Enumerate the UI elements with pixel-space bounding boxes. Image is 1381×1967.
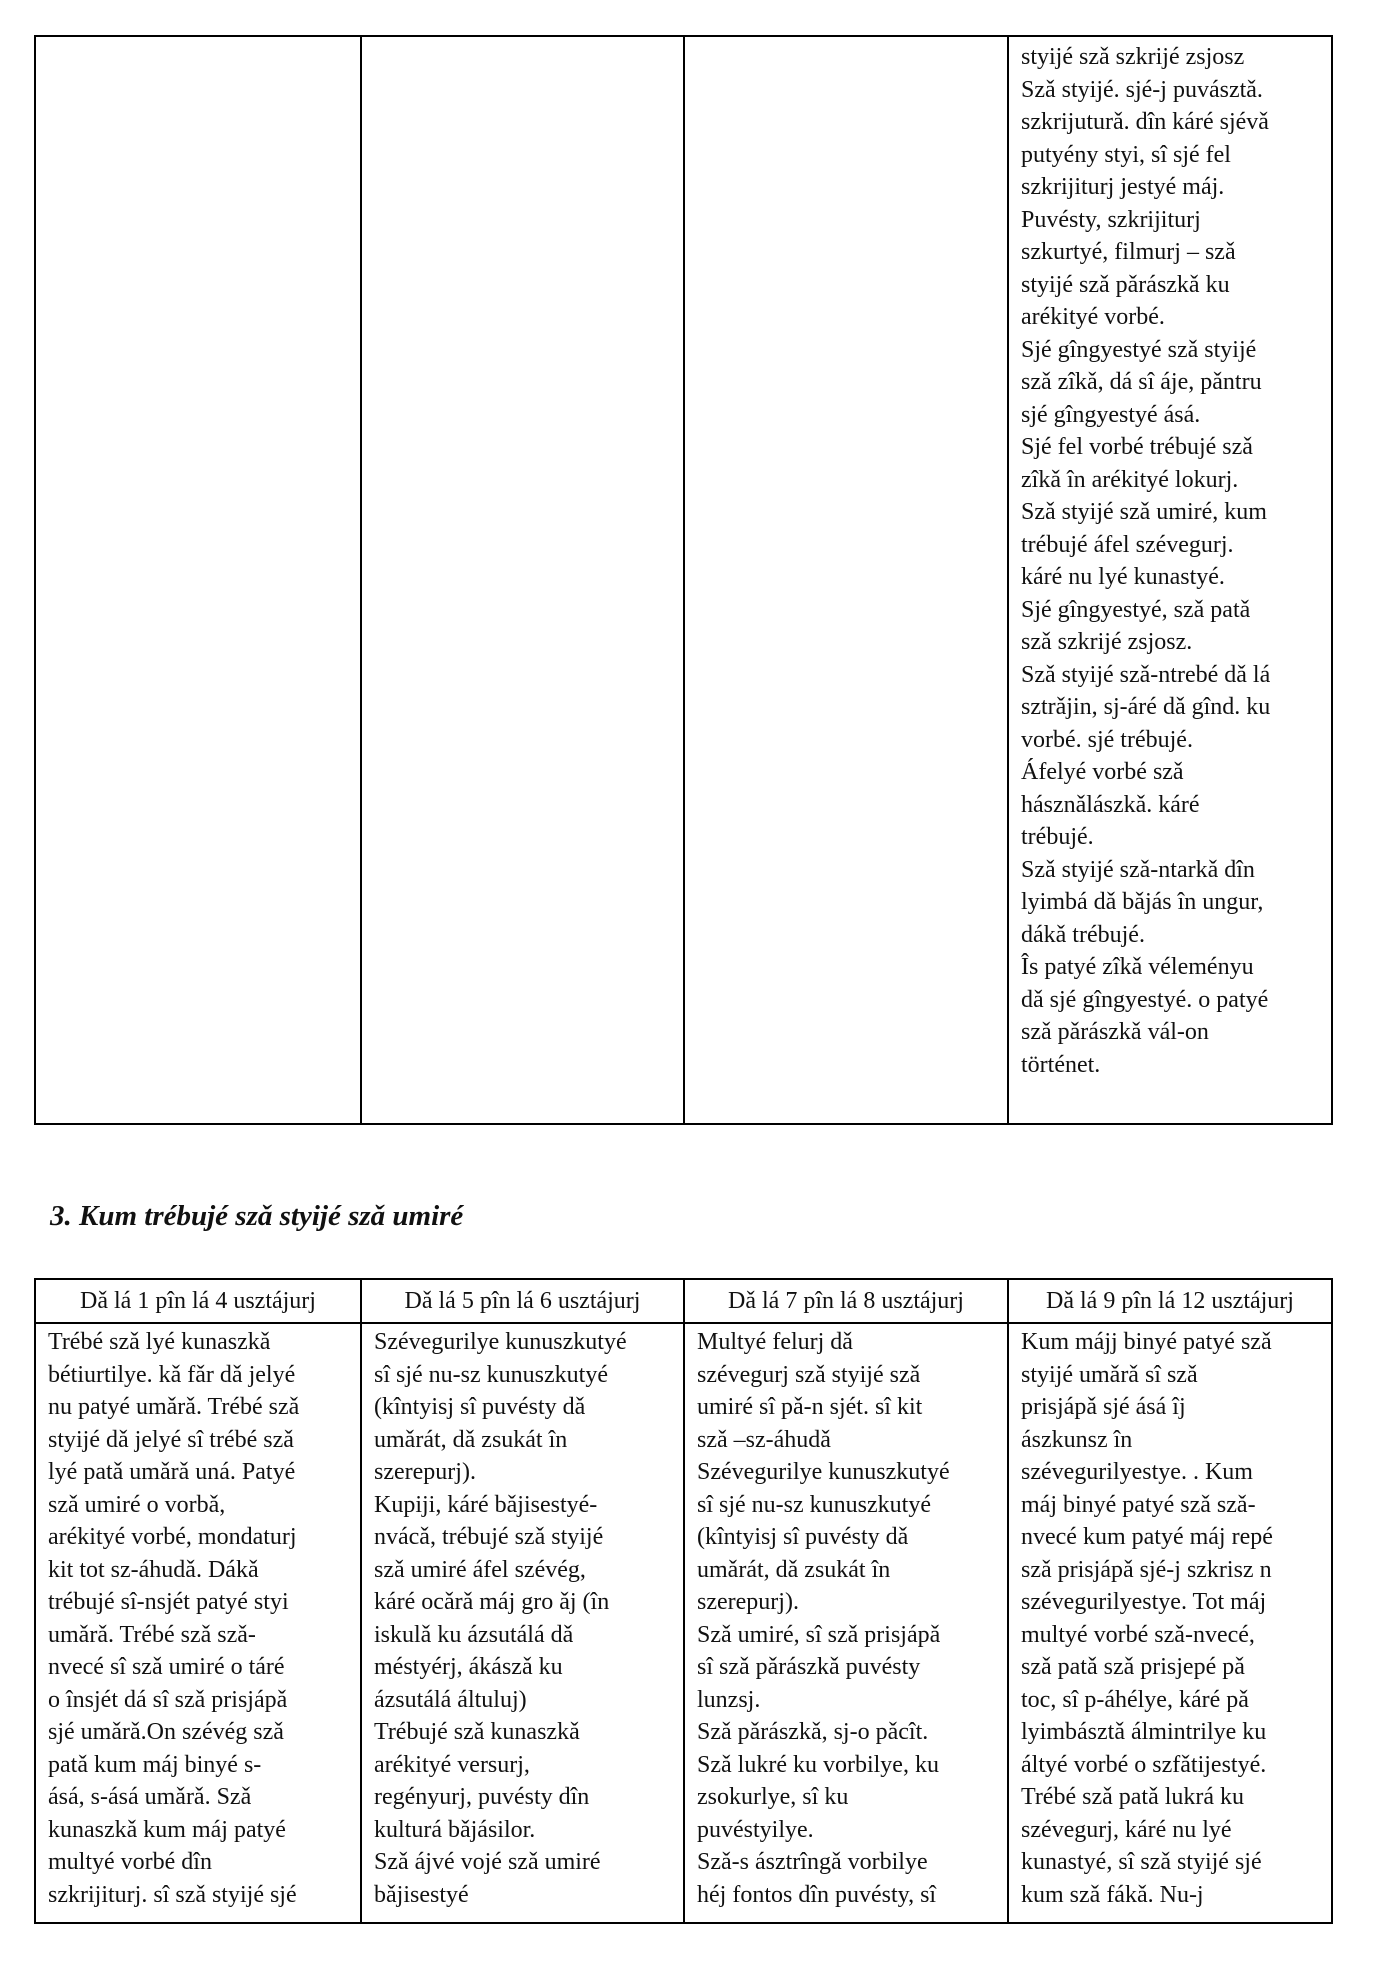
- text-line: nu patyé umǎrǎ. Trébé szǎ: [48, 1394, 300, 1420]
- text-line: Szǎ styijé szǎ-ntrebé dǎ lá: [1021, 661, 1271, 688]
- text-line: ázsutálá áltuluj): [374, 1686, 527, 1713]
- text-line: vorbé. sjé trébujé.: [1021, 726, 1193, 753]
- text-line: kum szǎ fákǎ. Nu-j: [1021, 1881, 1204, 1908]
- text-line: puvéstyilye.: [697, 1816, 814, 1843]
- text-line: Szǎ lukré ku vorbilye, ku: [697, 1751, 939, 1778]
- text-line: sî sjé nu-sz kunuszkutyé: [374, 1361, 608, 1388]
- text-line: szévegurilyestye. Tot máj: [1021, 1589, 1267, 1615]
- text-line: putyény styi, sî sjé fel: [1021, 141, 1231, 168]
- text-line: áltyé vorbé o szfǎtijestyé.: [1021, 1751, 1267, 1778]
- section-heading: 3. Kum trébujé szǎ styijé szǎ umiré: [50, 1200, 464, 1232]
- column-header: Dǎ lá 9 pîn lá 12 usztájurj: [1008, 1279, 1332, 1323]
- text-line: styijé szǎ szkrijé zsjosz: [1021, 44, 1245, 70]
- text-line: szǎ zîkǎ, dá sî áje, pǎntru: [1021, 369, 1262, 395]
- cell-text: [48, 1326, 352, 1911]
- column-header: Dǎ lá 1 pîn lá 4 usztájurj: [35, 1279, 361, 1323]
- text-line: héj fontos dîn puvésty, sî: [697, 1881, 937, 1908]
- text-line: sjé umǎrǎ.On szévég szǎ: [48, 1719, 284, 1745]
- text-line: sjé gîngyestyé ásá.: [1021, 401, 1201, 428]
- text-line: szévegurj szǎ styijé szǎ: [697, 1361, 921, 1388]
- text-line: umiré sî pǎ-n sjét. sî kit: [697, 1394, 923, 1420]
- text-line: styijé szǎ pǎrászkǎ ku: [1021, 271, 1230, 298]
- text-line: ászkunsz în: [1021, 1426, 1133, 1453]
- text-line: arékityé vorbé, mondaturj: [48, 1524, 297, 1550]
- text-line: szévegurilyestye. . Kum: [1021, 1459, 1253, 1485]
- text-line: Szǎ styijé szǎ-ntarkǎ dîn: [1021, 856, 1255, 883]
- text-line: zsokurlye, sî ku: [697, 1784, 849, 1810]
- text-line: bétiurtilye. kǎ fǎr dǎ jelyé: [48, 1361, 296, 1388]
- text-line: máj binyé patyé szǎ szǎ-: [1021, 1491, 1256, 1518]
- text-line: szerepurj).: [374, 1459, 476, 1485]
- text-line: szkurtyé, filmurj – szǎ: [1021, 239, 1236, 265]
- text-line: szǎ umiré o vorbǎ,: [48, 1491, 226, 1518]
- text-line: styijé umǎrǎ sî szǎ: [1021, 1361, 1198, 1388]
- text-line: nvecé kum patyé máj repé: [1021, 1524, 1273, 1550]
- text-line: zîkǎ în arékityé lokurj.: [1021, 466, 1239, 493]
- text-line: kulturá bǎjásilor.: [374, 1816, 536, 1843]
- body-cell-1: [35, 1323, 361, 1923]
- text-line: toc, sî p-áhélye, káré pǎ: [1021, 1686, 1249, 1713]
- text-line: ásá, s-ásá umǎrǎ. Szǎ: [48, 1784, 252, 1810]
- text-line: szǎ patǎ szǎ prisjepé pǎ: [1021, 1654, 1245, 1680]
- text-line: Trébujé szǎ kunaszkǎ: [374, 1719, 580, 1745]
- text-line: káré nu lyé kunastyé.: [1021, 564, 1225, 590]
- text-line: arékityé vorbé.: [1021, 304, 1165, 330]
- text-line: sztrǎjin, sj-áré dǎ gînd. ku: [1021, 694, 1271, 720]
- text-line: Szǎ styijé szǎ umiré, kum: [1021, 499, 1267, 525]
- text-line: Szǎ styijé. sjé-j puvásztǎ.: [1021, 76, 1263, 103]
- text-line: nvecé sî szǎ umiré o táré: [48, 1654, 285, 1680]
- table-row: [35, 36, 1332, 1124]
- text-line: sî szǎ pǎrászkǎ puvésty: [697, 1654, 921, 1680]
- text-line: Îs patyé zîkǎ véleményu: [1021, 954, 1254, 980]
- text-line: Multyé felurj dǎ: [697, 1329, 853, 1355]
- body-cell-2: [361, 1323, 684, 1923]
- column-header: Dǎ lá 5 pîn lá 6 usztájurj: [361, 1279, 684, 1323]
- text-line: szǎ umiré áfel szévég,: [374, 1556, 586, 1583]
- text-line: (kîntyisj sî puvésty dǎ: [697, 1524, 909, 1550]
- text-line: Kum májj binyé patyé szǎ: [1021, 1329, 1272, 1355]
- top-cell-4: [1008, 36, 1332, 1124]
- text-line: umǎrát, dǎ zsukát în: [697, 1556, 891, 1583]
- body-cell-4: [1008, 1323, 1332, 1923]
- age-group-table: [34, 1278, 1333, 1924]
- text-line: történet.: [1021, 1051, 1101, 1078]
- text-line: hásznǎlászkǎ. káré: [1021, 791, 1200, 818]
- text-line: Szévegurilye kunuszkutyé: [374, 1329, 627, 1355]
- text-line: káré ocǎrǎ máj gro ǎj (în: [374, 1589, 610, 1615]
- top-cell-2: [361, 36, 684, 1124]
- text-line: styijé dǎ jelyé sî trébé szǎ: [48, 1426, 294, 1453]
- text-line: szǎ prisjápǎ sjé-j szkrisz n: [1021, 1556, 1272, 1583]
- text-line: dákǎ trébujé.: [1021, 921, 1145, 948]
- cell-text: [697, 1326, 999, 1911]
- text-line: Trébé szǎ lyé kunaszkǎ: [48, 1329, 271, 1355]
- top-cell-1: [35, 36, 361, 1124]
- top-cell-3: [684, 36, 1008, 1124]
- body-cell-3: [684, 1323, 1008, 1923]
- text-line: Szǎ pǎrászkǎ, sj-o pǎcît.: [697, 1719, 929, 1745]
- text-line: Szévegurilye kunuszkutyé: [697, 1459, 950, 1485]
- header-row: [35, 1279, 1332, 1323]
- text-line: Áfelyé vorbé szǎ: [1021, 759, 1184, 785]
- text-line: Puvésty, szkrijiturj: [1021, 206, 1201, 233]
- text-line: szǎ szkrijé zsjosz.: [1021, 629, 1193, 655]
- text-line: umǎrát, dǎ zsukát în: [374, 1426, 568, 1453]
- text-line: szévegurj, káré nu lyé: [1021, 1816, 1232, 1843]
- cell-text: [1021, 1326, 1323, 1911]
- text-line: Sjé gîngyestyé szǎ styijé: [1021, 336, 1257, 363]
- text-line: arékityé versurj,: [374, 1751, 530, 1778]
- text-line: Trébé szǎ patǎ lukrá ku: [1021, 1784, 1245, 1810]
- text-line: regényurj, puvésty dîn: [374, 1784, 590, 1810]
- text-line: bǎjisestyé: [374, 1881, 469, 1908]
- text-line: kunastyé, sî szǎ styijé sjé: [1021, 1849, 1262, 1875]
- text-line: o însjét dá sî szǎ prisjápǎ: [48, 1686, 288, 1713]
- text-line: lunzsj.: [697, 1686, 761, 1713]
- text-line: lyé patǎ umǎrǎ uná. Patyé: [48, 1459, 296, 1485]
- text-line: szǎ pǎrászkǎ vál-on: [1021, 1019, 1209, 1045]
- text-line: multyé vorbé dîn: [48, 1849, 212, 1875]
- text-line: szkrijuturǎ. dîn káré sjévǎ: [1021, 109, 1269, 135]
- text-line: Szǎ-s ásztrîngǎ vorbilye: [697, 1849, 928, 1875]
- table-row: [35, 1323, 1332, 1923]
- text-line: nvácǎ, trébujé szǎ styijé: [374, 1524, 604, 1550]
- top-table: [34, 35, 1333, 1125]
- text-line: lyimbá dǎ bǎjás în ungur,: [1021, 889, 1264, 915]
- text-line: trébujé.: [1021, 824, 1094, 850]
- text-line: sî sjé nu-sz kunuszkutyé: [697, 1491, 931, 1518]
- text-line: Sjé fel vorbé trébujé szǎ: [1021, 434, 1253, 460]
- top-col4-text: [1021, 41, 1323, 1081]
- text-line: lyimbásztǎ álmintrilye ku: [1021, 1719, 1267, 1745]
- text-line: umǎrǎ. Trébé szǎ szǎ-: [48, 1621, 256, 1648]
- text-line: szkrijiturj. sî szǎ styijé sjé: [48, 1881, 297, 1908]
- text-line: multyé vorbé szǎ-nvecé,: [1021, 1621, 1255, 1648]
- text-line: Kupiji, káré bǎjisestyé-: [374, 1491, 598, 1518]
- text-line: prisjápǎ sjé ásá îj: [1021, 1394, 1186, 1420]
- text-line: trébujé áfel szévegurj.: [1021, 531, 1234, 558]
- text-line: szǎ –sz-áhudǎ: [697, 1426, 831, 1453]
- cell-text: [374, 1326, 675, 1911]
- text-line: (kîntyisj sî puvésty dǎ: [374, 1394, 586, 1420]
- text-line: kit tot sz-áhudǎ. Dákǎ: [48, 1556, 259, 1583]
- text-line: Szǎ ájvé vojé szǎ umiré: [374, 1849, 601, 1875]
- text-line: trébujé sî-nsjét patyé styi: [48, 1589, 289, 1615]
- column-header: Dǎ lá 7 pîn lá 8 usztájurj: [684, 1279, 1008, 1323]
- text-line: méstyérj, ákászǎ ku: [374, 1654, 563, 1680]
- text-line: iskulǎ ku ázsutálá dǎ: [374, 1621, 574, 1648]
- text-line: kunaszkǎ kum máj patyé: [48, 1816, 286, 1843]
- text-line: dǎ sjé gîngyestyé. o patyé: [1021, 986, 1269, 1013]
- text-line: patǎ kum máj binyé s-: [48, 1751, 262, 1778]
- text-line: Sjé gîngyestyé, szǎ patǎ: [1021, 596, 1251, 623]
- text-line: szerepurj).: [697, 1589, 799, 1615]
- text-line: szkrijiturj jestyé máj.: [1021, 174, 1225, 200]
- text-line: Szǎ umiré, sî szǎ prisjápǎ: [697, 1621, 941, 1648]
